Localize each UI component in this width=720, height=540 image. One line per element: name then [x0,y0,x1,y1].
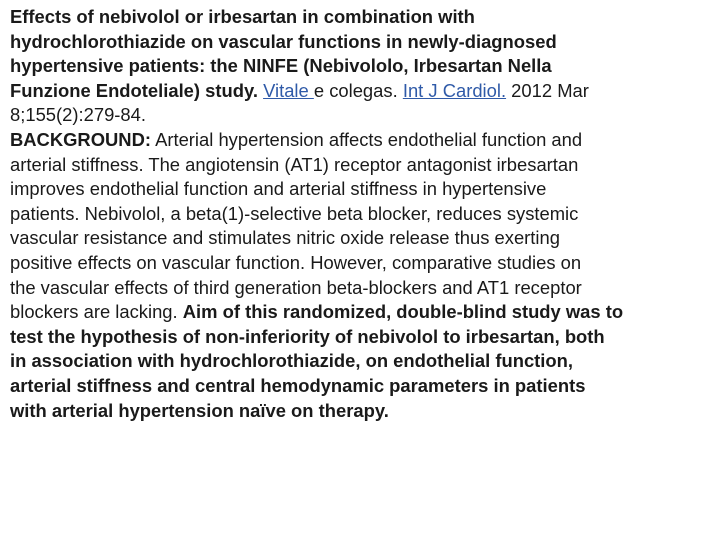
citation-title-line: hydrochlorothiazide on vascular functions in newly-diagnosed [10,30,557,52]
citation-line [10,79,715,104]
abstract-line [10,128,715,153]
abstract-line: arterial stiffness. The angiotensin (AT1) receptor antagonist irbesartan [10,153,579,175]
journal-link[interactable]: Int J Cardiol. [402,79,507,101]
aim-line: with arterial hypertension naïve on therapy. [10,399,389,421]
abstract-text-block [10,5,715,423]
aim-line: test the hypothesis of non-inferiority of nebivolol to irbesartan, both [10,325,605,347]
citation-volume-pages: 8;155(2):279-84. [10,104,146,126]
aim-line: in association with hydrochlorothiazide, on endothelial function, [10,350,573,372]
authors-suffix: e colegas. [313,79,398,101]
aim-line: arterial stiffness and central hemodynamic parameters in patients [10,374,586,396]
abstract-line: improves endothelial function and arterial stiffness in hypertensive [10,178,547,200]
citation-title-line: Funzione Endoteliale) study. [10,79,258,101]
abstract-line-text: Arterial hypertension affects endothelial function and [150,128,583,150]
background-heading: BACKGROUND: [10,128,151,150]
author-link[interactable]: Vitale [263,79,314,101]
abstract-line: patients. Nebivolol, a beta(1)-selective beta blocker, reduces systemic [10,202,579,224]
citation-title-line: hypertensive patients: the NINFE (Nebivololo, Irbesartan Nella [10,55,552,77]
citation-title-line: Effects of nebivolol or irbesartan in combination with [10,6,475,27]
abstract-line: the vascular effects of third generation beta-blockers and AT1 receptor [10,276,582,298]
abstract-line: positive effects on vascular function. However, comparative studies on [10,251,582,273]
citation-date: 2012 Mar [506,79,589,101]
aim-text: Aim of this randomized, double-blind study was to [182,301,624,323]
abstract-line: vascular resistance and stimulates nitric oxide release thus exerting [10,227,560,249]
abstract-line [10,300,715,325]
abstract-line-text: blockers are lacking. [10,301,183,323]
